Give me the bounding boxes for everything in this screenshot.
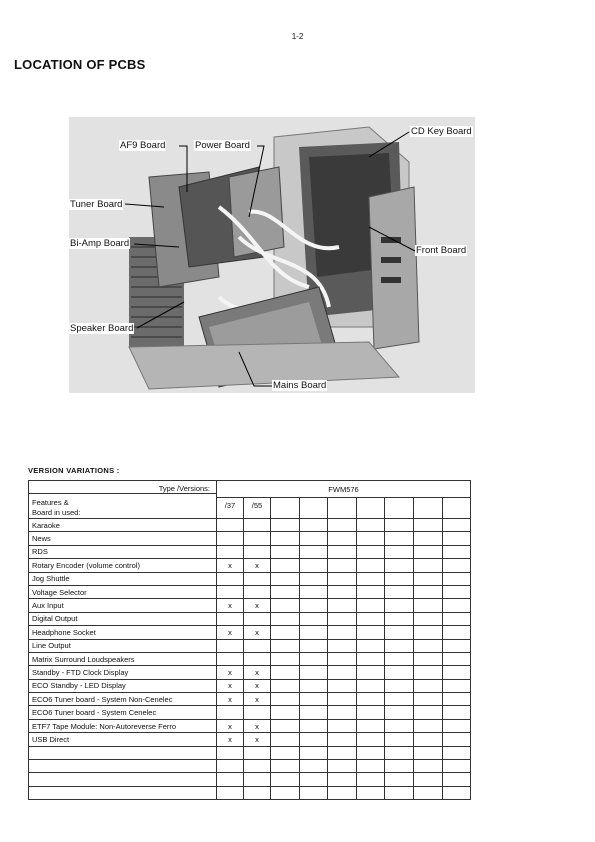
version-mark-cell <box>300 559 328 572</box>
version-mark-cell <box>443 572 471 585</box>
table-row <box>29 532 471 545</box>
version-mark-cell <box>271 693 300 706</box>
header-row <box>29 481 471 498</box>
version-mark-cell <box>357 760 385 773</box>
version-mark-cell <box>300 786 328 799</box>
version-mark-cell <box>385 666 414 679</box>
version-mark-cell <box>443 585 471 598</box>
version-mark-cell: x <box>217 559 244 572</box>
version-mark-cell <box>443 679 471 692</box>
version-mark-cell <box>217 519 244 532</box>
version-mark-cell: x <box>217 693 244 706</box>
version-mark-cell <box>271 519 300 532</box>
version-mark-cell <box>357 773 385 786</box>
version-mark-cell <box>357 545 385 558</box>
feature-cell: ECO Standby - LED Display <box>29 679 217 692</box>
version-mark-cell <box>244 585 271 598</box>
pcb-location-photo <box>69 117 475 393</box>
version-mark-cell <box>300 706 328 719</box>
version-mark-cell <box>328 519 357 532</box>
table-row <box>29 773 471 786</box>
version-mark-cell <box>217 639 244 652</box>
callout-tuner-board: Tuner Board <box>70 199 123 210</box>
version-mark-cell <box>385 585 414 598</box>
version-mark-cell <box>357 733 385 746</box>
version-mark-cell <box>300 639 328 652</box>
version-mark-cell <box>328 746 357 759</box>
table-row <box>29 786 471 799</box>
feature-cell: News <box>29 532 217 545</box>
version-mark-cell <box>271 572 300 585</box>
version-mark-cell <box>300 652 328 665</box>
version-mark-cell <box>300 693 328 706</box>
version-mark-cell <box>328 679 357 692</box>
version-mark-cell <box>244 760 271 773</box>
version-mark-cell <box>244 519 271 532</box>
version-mark-cell: x <box>244 599 271 612</box>
feature-cell <box>29 746 217 759</box>
version-mark-cell <box>328 760 357 773</box>
table-row <box>29 612 471 625</box>
version-mark-cell <box>328 585 357 598</box>
version-mark-cell <box>357 706 385 719</box>
version-mark-cell <box>443 666 471 679</box>
version-mark-cell <box>443 693 471 706</box>
version-mark-cell <box>443 706 471 719</box>
feature-cell: Line Output <box>29 639 217 652</box>
version-mark-cell: x <box>244 666 271 679</box>
version-mark-cell <box>443 559 471 572</box>
callout-front-board: Front Board <box>416 245 467 256</box>
feature-cell <box>29 773 217 786</box>
version-mark-cell <box>328 572 357 585</box>
version-mark-cell <box>217 773 244 786</box>
version-mark-cell <box>414 559 443 572</box>
version-mark-cell <box>300 679 328 692</box>
version-mark-cell <box>414 519 443 532</box>
version-mark-cell <box>414 706 443 719</box>
table-row <box>29 719 471 732</box>
table-row <box>29 559 471 572</box>
version-mark-cell <box>271 559 300 572</box>
version-mark-cell <box>328 786 357 799</box>
version-mark-cell <box>385 679 414 692</box>
version-column-3 <box>300 498 328 519</box>
version-mark-cell <box>271 746 300 759</box>
feature-cell: ECO6 Tuner board - System Non-Cenelec <box>29 693 217 706</box>
version-mark-cell <box>357 559 385 572</box>
version-mark-cell: x <box>244 626 271 639</box>
version-mark-cell <box>300 599 328 612</box>
version-mark-cell <box>414 545 443 558</box>
feature-cell: Digital Output <box>29 612 217 625</box>
version-mark-cell <box>443 532 471 545</box>
table-row <box>29 599 471 612</box>
version-mark-cell <box>385 652 414 665</box>
version-mark-cell <box>271 545 300 558</box>
version-mark-cell <box>414 572 443 585</box>
features-label: Features & Board in used: <box>32 498 81 517</box>
version-mark-cell <box>328 639 357 652</box>
version-mark-cell <box>271 652 300 665</box>
version-mark-cell: x <box>217 719 244 732</box>
version-mark-cell <box>217 746 244 759</box>
version-mark-cell: x <box>217 599 244 612</box>
version-mark-cell <box>271 532 300 545</box>
version-mark-cell <box>357 693 385 706</box>
version-mark-cell <box>271 626 300 639</box>
version-mark-cell <box>414 786 443 799</box>
header-corner-cell <box>29 481 217 519</box>
version-mark-cell <box>443 626 471 639</box>
version-mark-cell <box>385 719 414 732</box>
version-mark-cell <box>414 733 443 746</box>
version-mark-cell <box>385 760 414 773</box>
feature-cell: Aux Input <box>29 599 217 612</box>
table-row <box>29 666 471 679</box>
table-row <box>29 706 471 719</box>
version-column-0: /37 <box>217 498 244 519</box>
version-mark-cell <box>357 652 385 665</box>
version-mark-cell <box>217 786 244 799</box>
version-column-7 <box>414 498 443 519</box>
version-mark-cell <box>217 585 244 598</box>
version-mark-cell <box>385 545 414 558</box>
version-mark-cell <box>357 612 385 625</box>
version-mark-cell <box>244 786 271 799</box>
table-row <box>29 626 471 639</box>
version-mark-cell <box>443 719 471 732</box>
callout-power-board: Power Board <box>195 140 250 151</box>
version-mark-cell <box>443 612 471 625</box>
version-mark-cell <box>328 545 357 558</box>
version-mark-cell <box>300 612 328 625</box>
table-row <box>29 545 471 558</box>
version-column-4 <box>328 498 357 519</box>
version-mark-cell <box>443 599 471 612</box>
table-row <box>29 639 471 652</box>
version-mark-cell: x <box>244 719 271 732</box>
version-mark-cell <box>357 746 385 759</box>
callout-speaker-board: Speaker Board <box>70 323 134 334</box>
version-mark-cell: x <box>217 666 244 679</box>
version-mark-cell <box>328 532 357 545</box>
version-mark-cell <box>443 786 471 799</box>
version-mark-cell <box>385 612 414 625</box>
version-column-8 <box>443 498 471 519</box>
version-mark-cell <box>385 599 414 612</box>
version-mark-cell <box>357 666 385 679</box>
version-mark-cell <box>328 599 357 612</box>
version-mark-cell <box>244 652 271 665</box>
model-name-cell: FWM576 <box>217 481 471 498</box>
feature-cell: Voltage Selector <box>29 585 217 598</box>
version-mark-cell <box>357 786 385 799</box>
version-mark-cell <box>328 719 357 732</box>
version-mark-cell <box>443 652 471 665</box>
version-mark-cell <box>385 639 414 652</box>
version-mark-cell <box>357 679 385 692</box>
version-mark-cell <box>271 706 300 719</box>
version-mark-cell <box>271 760 300 773</box>
version-mark-cell <box>443 545 471 558</box>
version-mark-cell <box>300 666 328 679</box>
version-mark-cell <box>217 612 244 625</box>
feature-cell: RDS <box>29 545 217 558</box>
version-mark-cell <box>414 532 443 545</box>
version-mark-cell <box>271 786 300 799</box>
feature-cell: Standby - FTD Clock Display <box>29 666 217 679</box>
version-mark-cell <box>328 666 357 679</box>
version-mark-cell <box>385 706 414 719</box>
version-mark-cell <box>357 719 385 732</box>
version-mark-cell <box>271 585 300 598</box>
callout-cd-key-board: CD Key Board <box>411 126 472 137</box>
version-mark-cell <box>271 612 300 625</box>
version-mark-cell <box>357 585 385 598</box>
table-row <box>29 585 471 598</box>
feature-cell: Rotary Encoder (volume control) <box>29 559 217 572</box>
version-mark-cell <box>217 572 244 585</box>
version-mark-cell: x <box>244 693 271 706</box>
version-mark-cell <box>414 639 443 652</box>
version-mark-cell <box>357 639 385 652</box>
version-mark-cell <box>300 519 328 532</box>
version-mark-cell <box>385 626 414 639</box>
version-mark-cell <box>217 545 244 558</box>
table-row <box>29 679 471 692</box>
version-column-2 <box>271 498 300 519</box>
version-mark-cell <box>414 585 443 598</box>
version-mark-cell <box>217 706 244 719</box>
version-mark-cell <box>443 746 471 759</box>
version-mark-cell <box>357 572 385 585</box>
version-mark-cell <box>271 599 300 612</box>
page-number: 1-2 <box>291 32 304 41</box>
version-mark-cell <box>385 532 414 545</box>
version-mark-cell <box>385 559 414 572</box>
version-mark-cell <box>357 599 385 612</box>
version-mark-cell <box>357 626 385 639</box>
table-row <box>29 652 471 665</box>
feature-cell <box>29 786 217 799</box>
version-variations-table <box>28 480 471 800</box>
version-mark-cell <box>300 572 328 585</box>
version-mark-cell: x <box>217 626 244 639</box>
table-row <box>29 733 471 746</box>
version-mark-cell: x <box>244 559 271 572</box>
version-mark-cell <box>271 733 300 746</box>
version-column-1: /55 <box>244 498 271 519</box>
version-mark-cell <box>357 532 385 545</box>
version-mark-cell <box>271 639 300 652</box>
version-mark-cell <box>328 652 357 665</box>
version-mark-cell <box>300 585 328 598</box>
version-mark-cell <box>414 652 443 665</box>
version-mark-cell <box>244 706 271 719</box>
version-mark-cell <box>328 612 357 625</box>
version-mark-cell <box>271 773 300 786</box>
version-mark-cell <box>244 773 271 786</box>
version-mark-cell <box>414 599 443 612</box>
version-mark-cell <box>300 545 328 558</box>
version-mark-cell <box>271 719 300 732</box>
version-mark-cell <box>300 773 328 786</box>
version-mark-cell <box>414 612 443 625</box>
version-mark-cell <box>385 519 414 532</box>
version-mark-cell <box>328 693 357 706</box>
callout-bi-amp-board: Bi-Amp Board <box>70 238 130 249</box>
version-mark-cell <box>271 679 300 692</box>
version-mark-cell: x <box>217 733 244 746</box>
version-mark-cell <box>300 760 328 773</box>
feature-cell: USB Direct <box>29 733 217 746</box>
version-mark-cell <box>328 733 357 746</box>
feature-cell: ETF7 Tape Module: Non-Autoreverse Ferro <box>29 719 217 732</box>
version-mark-cell <box>414 760 443 773</box>
version-mark-cell <box>385 773 414 786</box>
feature-cell: Karaoke <box>29 519 217 532</box>
feature-cell: ECO6 Tuner board - System Cenelec <box>29 706 217 719</box>
version-mark-cell <box>443 639 471 652</box>
version-mark-cell <box>244 532 271 545</box>
version-mark-cell: x <box>244 733 271 746</box>
type-versions-label: Type /Versions: <box>158 484 210 493</box>
version-mark-cell <box>300 746 328 759</box>
version-mark-cell <box>385 572 414 585</box>
page-title: LOCATION OF PCBS <box>14 57 146 72</box>
version-mark-cell <box>300 719 328 732</box>
version-mark-cell <box>385 746 414 759</box>
version-mark-cell <box>300 733 328 746</box>
table-row <box>29 519 471 532</box>
version-mark-cell <box>443 760 471 773</box>
table-row <box>29 760 471 773</box>
table-row <box>29 746 471 759</box>
version-mark-cell <box>244 572 271 585</box>
feature-cell: Headphone Socket <box>29 626 217 639</box>
version-mark-cell <box>443 519 471 532</box>
table-row <box>29 693 471 706</box>
version-mark-cell <box>385 733 414 746</box>
version-mark-cell <box>385 693 414 706</box>
version-mark-cell <box>328 559 357 572</box>
version-column-5 <box>357 498 385 519</box>
feature-cell <box>29 760 217 773</box>
version-mark-cell: x <box>217 679 244 692</box>
version-mark-cell <box>328 706 357 719</box>
version-mark-cell <box>217 532 244 545</box>
version-mark-cell <box>414 626 443 639</box>
callout-mains-board: Mains Board <box>273 380 327 391</box>
version-mark-cell <box>244 746 271 759</box>
version-mark-cell <box>300 626 328 639</box>
version-mark-cell <box>244 612 271 625</box>
table-row <box>29 572 471 585</box>
version-mark-cell <box>414 693 443 706</box>
version-column-6 <box>385 498 414 519</box>
version-mark-cell <box>357 519 385 532</box>
version-variations-heading: VERSION VARIATIONS : <box>28 466 120 475</box>
version-mark-cell <box>414 773 443 786</box>
version-mark-cell <box>244 639 271 652</box>
version-mark-cell <box>385 786 414 799</box>
version-mark-cell <box>328 773 357 786</box>
version-mark-cell: x <box>244 679 271 692</box>
version-mark-cell <box>300 532 328 545</box>
version-mark-cell <box>414 666 443 679</box>
feature-cell: Matrix Surround Loudspeakers <box>29 652 217 665</box>
version-mark-cell <box>414 719 443 732</box>
feature-cell: Jog Shuttle <box>29 572 217 585</box>
version-mark-cell <box>443 733 471 746</box>
version-mark-cell <box>271 666 300 679</box>
version-mark-cell <box>244 545 271 558</box>
callout-af9-board: AF9 Board <box>120 140 166 151</box>
version-mark-cell <box>414 679 443 692</box>
version-mark-cell <box>443 773 471 786</box>
version-mark-cell <box>328 626 357 639</box>
version-mark-cell <box>414 746 443 759</box>
version-mark-cell <box>217 652 244 665</box>
version-mark-cell <box>217 760 244 773</box>
